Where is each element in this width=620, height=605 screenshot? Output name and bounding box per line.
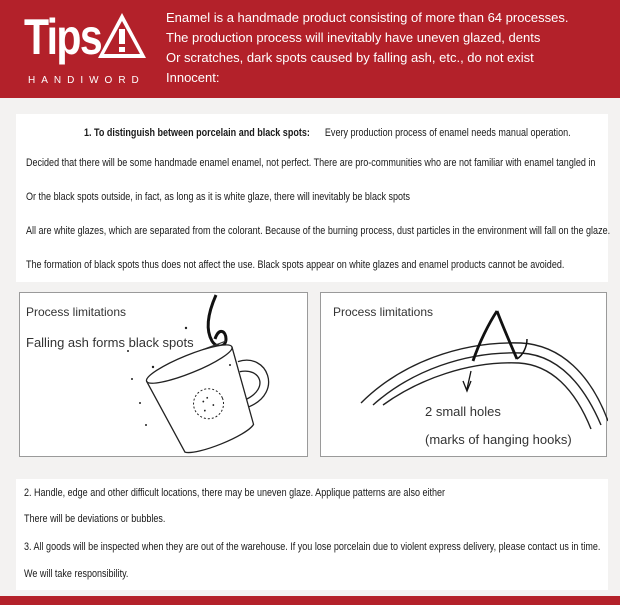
brand-name: HANDIWORD bbox=[28, 75, 145, 86]
intro-line: Decided that there will be some handmade enamel enamel, not perfect. There are pro-communities who are not familiar with enamel tangled in bbox=[26, 157, 596, 169]
footer-line: 2. Handle, edge and other difficult locations, there may be uneven glaze. Applique patterns are also either bbox=[24, 487, 446, 499]
panel-falling-ash bbox=[19, 292, 308, 457]
header-notes bbox=[166, 8, 620, 88]
footer-line: We will take responsibility. bbox=[24, 568, 129, 580]
intro-heading-line bbox=[84, 126, 571, 141]
warning-triangle-icon bbox=[96, 10, 148, 62]
header-note-line: Or scratches, dark spots caused by falling ash, etc., do not exist bbox=[166, 50, 534, 65]
panel-caption-holes: 2 small holes bbox=[425, 404, 501, 419]
tips-header bbox=[0, 0, 620, 98]
header-note-line: The production process will inevitably have uneven glazed, dents bbox=[166, 30, 541, 45]
header-note-line: Enamel is a handmade product consisting of more than 64 processes. bbox=[166, 10, 569, 25]
footer-line: 3. All goods will be inspected when they are out of the warehouse. If you lose porcelain due to violent express delivery, please contact us in time. bbox=[24, 541, 601, 553]
footer-line: There will be deviations or bubbles. bbox=[24, 513, 166, 525]
tips-title: Tips bbox=[24, 9, 101, 65]
intro-line: All are white glazes, which are separated from the colorant. Because of the burning process, dust particles in the environment will fall on the glaze. bbox=[26, 225, 611, 237]
footer-notes bbox=[16, 479, 608, 590]
panel-title: Process limitations bbox=[26, 305, 127, 319]
panel-hanging-hooks bbox=[320, 292, 607, 457]
header-note-line: Innocent: bbox=[166, 70, 220, 85]
intro-line: The formation of black spots thus does not affect the use. Black spots appear on white glazes and enamel products cannot be avoided. bbox=[26, 259, 565, 271]
panel-caption-hooks: (marks of hanging hooks) bbox=[425, 432, 572, 447]
intro-line: Or the black spots outside, in fact, as long as it is white glaze, there will inevitably be black spots bbox=[26, 191, 411, 203]
intro-heading: 1. To distinguish between porcelain and black spots: bbox=[84, 127, 310, 139]
bottom-bar bbox=[0, 596, 620, 605]
panel-title: Process limitations bbox=[333, 305, 434, 319]
intro-heading-tail: Every production process of enamel needs manual operation. bbox=[324, 127, 571, 139]
panel-caption: Falling ash forms black spots bbox=[26, 335, 194, 350]
intro-section bbox=[16, 114, 611, 282]
